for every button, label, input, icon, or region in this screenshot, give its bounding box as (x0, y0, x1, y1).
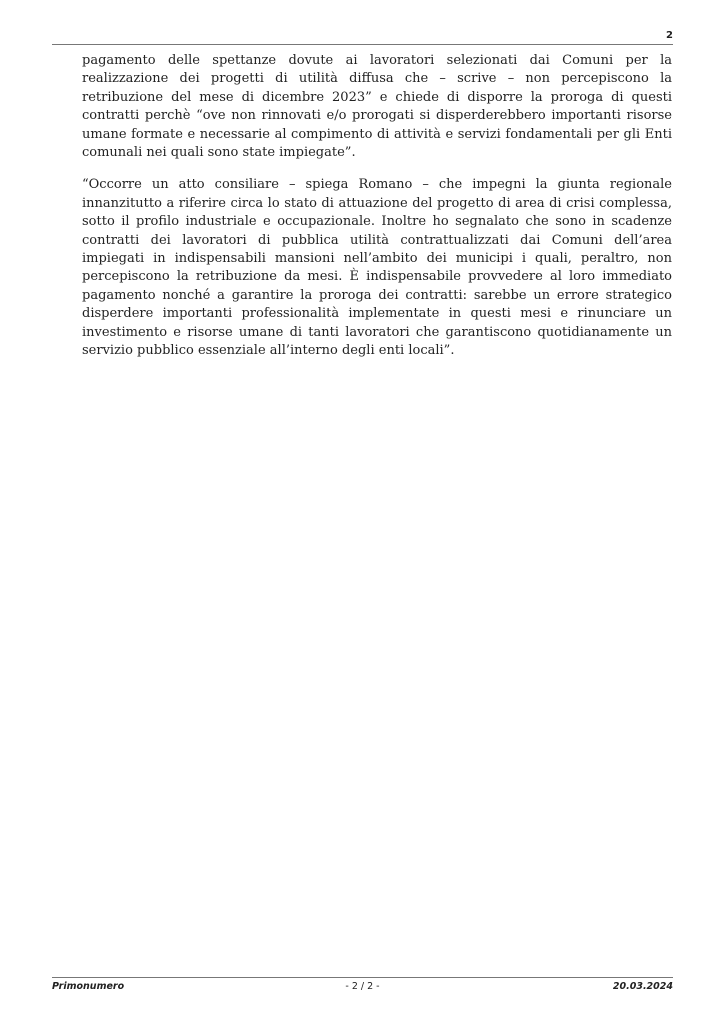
paragraph-1: pagamento delle spettanze dovute ai lavoratori selezionati dai Comuni per la realizzazione dei progetti di utilità diffusa che – scrive – non percepiscono la retribuzione del mese di dicembre 2023” e chiede di disporre la proroga di questi contratti perchè “ove non rinnovati e/o prorogati si disperderebbero importanti risorse umane formate e necessarie al compimento di attività e servizi fondamentali per gli Enti comunali nei quali sono state impiegate”. (82, 53, 672, 161)
page-footer (52, 981, 673, 995)
footer-divider (52, 977, 673, 978)
footer-pagination: - 2 / 2 - (345, 981, 380, 992)
paragraph-2: “Occorre un atto consiliare – spiega Romano – che impegni la giunta regionale innanzitutto a riferire circa lo stato di attuazione del progetto di area di crisi complessa, sotto il profilo industriale e occupazionale. Inoltre ho segnalato che sono in scadenze contratti dei lavoratori di pubblica utilità contrattualizzati dai Comuni dell’area impiegati in indispensabili mansioni nell’ambito dei municipi i quali, peraltro, non percepiscono la retribuzione da mesi. È indispensabile provvedere al loro immediato pagamento nonché a garantire la proroga dei contratti: sarebbe un errore strategico disperdere importanti professionalità implementate in questi mesi e rinunciare un investimento e risorse umane di tanti lavoratori che garantiscono quotidianamente un servizio pubblico essenziale all’interno degli enti locali”. (82, 177, 672, 359)
footer-publication: Primonumero (52, 981, 125, 992)
footer-date: 20.03.2024 (612, 981, 673, 992)
page-number: 2 (666, 30, 673, 41)
article-body (82, 52, 672, 375)
header-divider (52, 44, 673, 45)
